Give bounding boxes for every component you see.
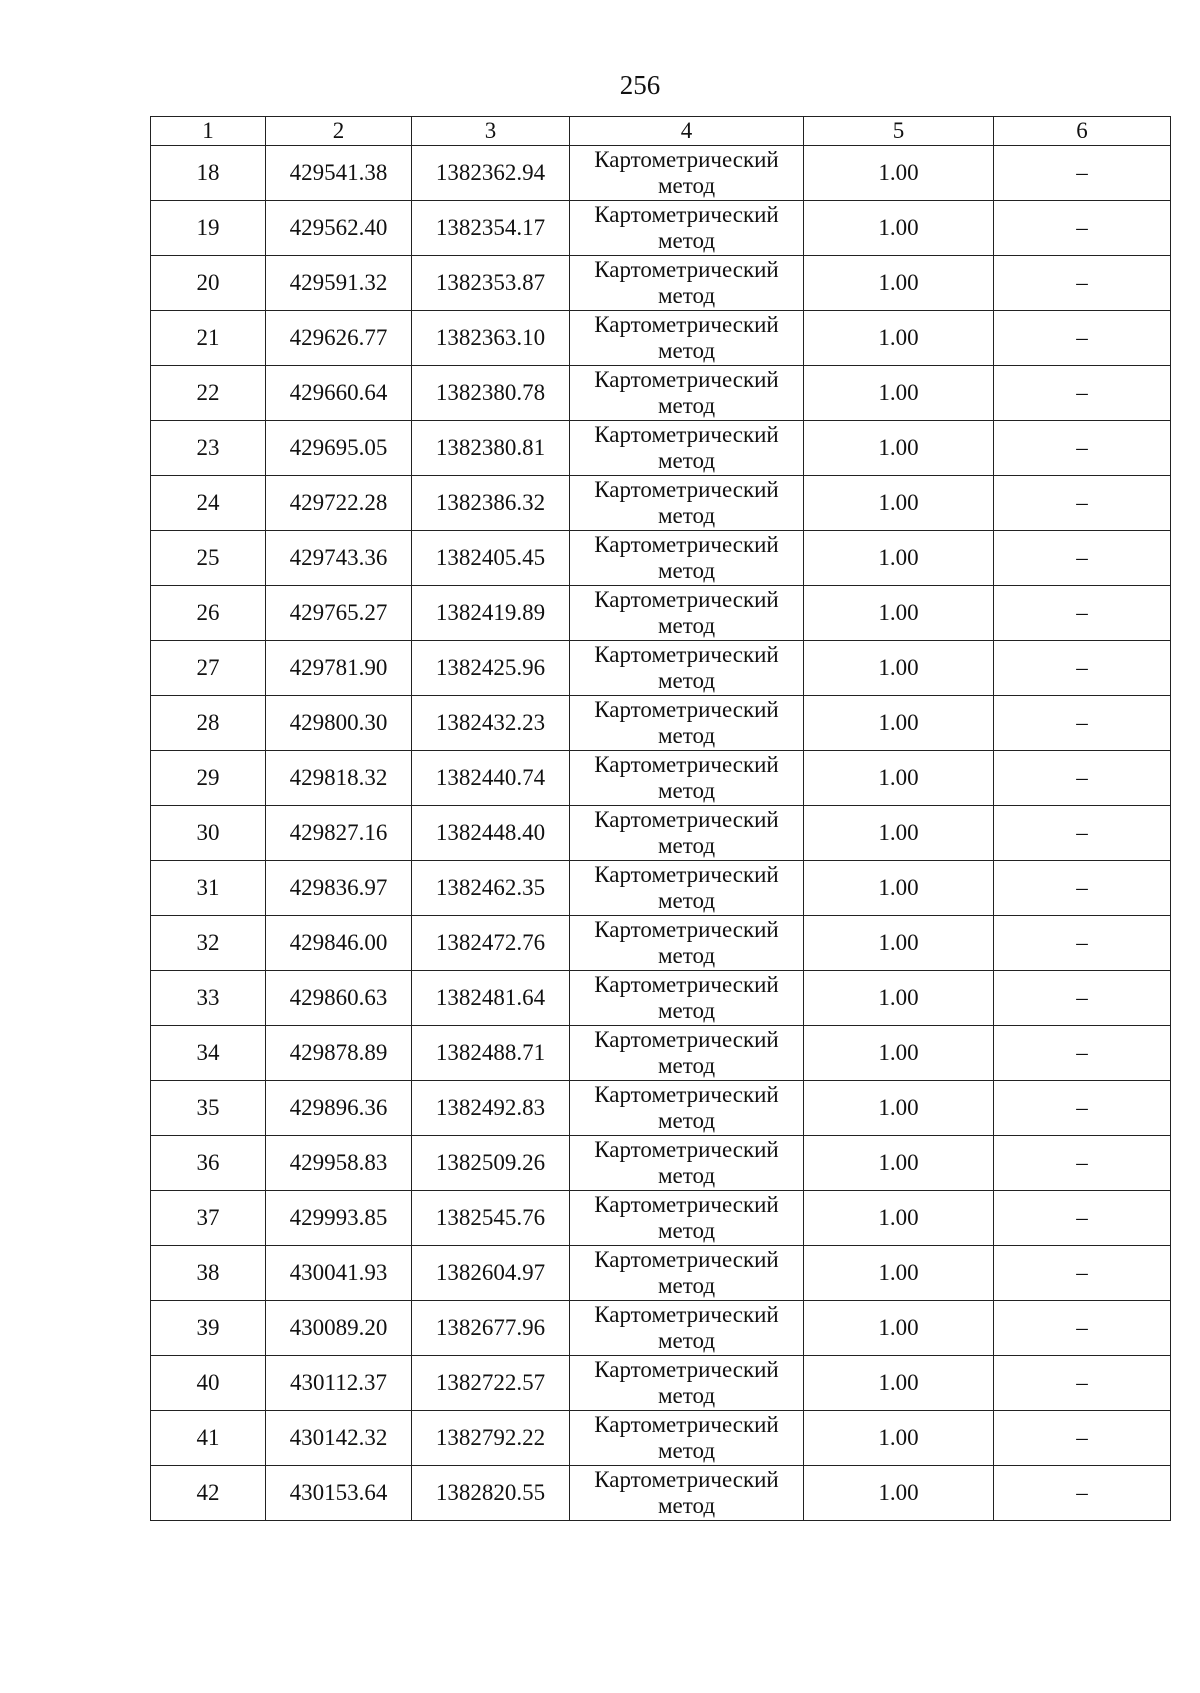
- y-coordinate-cell: 1382722.57: [412, 1356, 570, 1411]
- x-coordinate-cell: 429541.38: [266, 146, 412, 201]
- method-text: Картометрический: [594, 147, 779, 172]
- method-cell: [570, 366, 804, 421]
- accuracy-cell: 1.00: [804, 1466, 994, 1521]
- method-cell: [570, 1356, 804, 1411]
- table-row: [151, 531, 1171, 586]
- table-row: [151, 641, 1171, 696]
- y-coordinate-cell: 1382353.87: [412, 256, 570, 311]
- method-text: метод: [657, 503, 716, 528]
- x-coordinate-cell: 429878.89: [266, 1026, 412, 1081]
- method-cell: [570, 1081, 804, 1136]
- x-coordinate-cell: 429695.05: [266, 421, 412, 476]
- accuracy-cell: 1.00: [804, 1081, 994, 1136]
- point-number-cell: 34: [151, 1026, 266, 1081]
- y-coordinate-cell: 1382462.35: [412, 861, 570, 916]
- method-text: метод: [657, 558, 716, 583]
- accuracy-cell: 1.00: [804, 1136, 994, 1191]
- x-coordinate-cell: 429765.27: [266, 586, 412, 641]
- y-coordinate-cell: 1382419.89: [412, 586, 570, 641]
- table-row: [151, 861, 1171, 916]
- note-cell: –: [994, 1411, 1171, 1466]
- note-cell: –: [994, 916, 1171, 971]
- y-coordinate-cell: 1382363.10: [412, 311, 570, 366]
- method-text: метод: [657, 228, 716, 253]
- method-text: Картометрический: [594, 1357, 779, 1382]
- method-text: Картометрический: [594, 752, 779, 777]
- note-cell: –: [994, 641, 1171, 696]
- method-cell: [570, 531, 804, 586]
- method-text: Картометрический: [594, 1247, 779, 1272]
- point-number-cell: 29: [151, 751, 266, 806]
- table-row: [151, 476, 1171, 531]
- table-row: [151, 201, 1171, 256]
- y-coordinate-cell: 1382492.83: [412, 1081, 570, 1136]
- y-coordinate-cell: 1382792.22: [412, 1411, 570, 1466]
- note-cell: –: [994, 531, 1171, 586]
- method-text: Картометрический: [594, 807, 779, 832]
- point-number-cell: 39: [151, 1301, 266, 1356]
- method-text: Картометрический: [594, 202, 779, 227]
- table-row: [151, 1356, 1171, 1411]
- point-number-cell: 19: [151, 201, 266, 256]
- method-text: метод: [657, 1493, 716, 1518]
- x-coordinate-cell: 429781.90: [266, 641, 412, 696]
- point-number-cell: 33: [151, 971, 266, 1026]
- table-row: [151, 421, 1171, 476]
- method-text: метод: [657, 393, 716, 418]
- method-text: Картометрический: [594, 862, 779, 887]
- accuracy-cell: 1.00: [804, 586, 994, 641]
- method-text: Картометрический: [594, 312, 779, 337]
- method-text: Картометрический: [594, 257, 779, 282]
- method-text: метод: [657, 943, 716, 968]
- y-coordinate-cell: 1382432.23: [412, 696, 570, 751]
- table-row: [151, 311, 1171, 366]
- table-row: [151, 751, 1171, 806]
- table-row: [151, 916, 1171, 971]
- y-coordinate-cell: 1382386.32: [412, 476, 570, 531]
- page-number: 256: [619, 70, 661, 100]
- accuracy-cell: 1.00: [804, 696, 994, 751]
- x-coordinate-cell: 429958.83: [266, 1136, 412, 1191]
- point-number-cell: 22: [151, 366, 266, 421]
- note-cell: –: [994, 1026, 1171, 1081]
- method-text: Картометрический: [594, 1082, 779, 1107]
- y-coordinate-cell: 1382425.96: [412, 641, 570, 696]
- x-coordinate-cell: 430112.37: [266, 1356, 412, 1411]
- method-text: Картометрический: [594, 1192, 779, 1217]
- point-number-cell: 41: [151, 1411, 266, 1466]
- method-text: метод: [657, 723, 716, 748]
- y-coordinate-cell: 1382405.45: [412, 531, 570, 586]
- accuracy-cell: 1.00: [804, 476, 994, 531]
- method-text: метод: [657, 888, 716, 913]
- note-cell: –: [994, 201, 1171, 256]
- x-coordinate-cell: 429846.00: [266, 916, 412, 971]
- table-row: [151, 366, 1171, 421]
- method-cell: [570, 1301, 804, 1356]
- method-text: метод: [657, 1108, 716, 1133]
- method-cell: [570, 476, 804, 531]
- x-coordinate-cell: 429800.30: [266, 696, 412, 751]
- method-text: метод: [657, 1383, 716, 1408]
- table-row: [151, 1191, 1171, 1246]
- y-coordinate-cell: 1382448.40: [412, 806, 570, 861]
- method-text: метод: [657, 998, 716, 1023]
- accuracy-cell: 1.00: [804, 751, 994, 806]
- method-cell: [570, 311, 804, 366]
- table-row: [151, 586, 1171, 641]
- method-text: метод: [657, 778, 716, 803]
- accuracy-cell: 1.00: [804, 146, 994, 201]
- column-header-3: 3: [412, 117, 570, 146]
- y-coordinate-cell: 1382362.94: [412, 146, 570, 201]
- y-coordinate-cell: 1382488.71: [412, 1026, 570, 1081]
- method-text: Картометрический: [594, 1467, 779, 1492]
- x-coordinate-cell: 429626.77: [266, 311, 412, 366]
- accuracy-cell: 1.00: [804, 1026, 994, 1081]
- note-cell: –: [994, 256, 1171, 311]
- method-text: метод: [657, 1273, 716, 1298]
- method-cell: [570, 1026, 804, 1081]
- point-number-cell: 38: [151, 1246, 266, 1301]
- accuracy-cell: 1.00: [804, 806, 994, 861]
- note-cell: –: [994, 1356, 1171, 1411]
- method-text: Картометрический: [594, 367, 779, 392]
- table-row: [151, 1026, 1171, 1081]
- table-row: [151, 1246, 1171, 1301]
- method-cell: [570, 696, 804, 751]
- note-cell: –: [994, 1246, 1171, 1301]
- method-cell: [570, 861, 804, 916]
- point-number-cell: 18: [151, 146, 266, 201]
- column-header-4: 4: [570, 117, 804, 146]
- column-header-6: 6: [994, 117, 1171, 146]
- accuracy-cell: 1.00: [804, 256, 994, 311]
- table-row: [151, 696, 1171, 751]
- method-text: метод: [657, 1328, 716, 1353]
- x-coordinate-cell: 429743.36: [266, 531, 412, 586]
- note-cell: –: [994, 1191, 1171, 1246]
- point-number-cell: 42: [151, 1466, 266, 1521]
- accuracy-cell: 1.00: [804, 311, 994, 366]
- table-row: [151, 971, 1171, 1026]
- x-coordinate-cell: 429896.36: [266, 1081, 412, 1136]
- method-text: метод: [657, 448, 716, 473]
- x-coordinate-cell: 429818.32: [266, 751, 412, 806]
- method-cell: [570, 586, 804, 641]
- note-cell: –: [994, 971, 1171, 1026]
- table-row: [151, 1466, 1171, 1521]
- y-coordinate-cell: 1382820.55: [412, 1466, 570, 1521]
- method-text: Картометрический: [594, 917, 779, 942]
- x-coordinate-cell: 429591.32: [266, 256, 412, 311]
- method-cell: [570, 641, 804, 696]
- column-header-2: 2: [266, 117, 412, 146]
- column-header-1: 1: [151, 117, 266, 146]
- y-coordinate-cell: 1382380.81: [412, 421, 570, 476]
- method-cell: [570, 1136, 804, 1191]
- method-text: метод: [657, 613, 716, 638]
- method-text: метод: [657, 833, 716, 858]
- table-row: [151, 806, 1171, 861]
- note-cell: –: [994, 1136, 1171, 1191]
- point-number-cell: 26: [151, 586, 266, 641]
- method-cell: [570, 806, 804, 861]
- x-coordinate-cell: 429827.16: [266, 806, 412, 861]
- point-number-cell: 27: [151, 641, 266, 696]
- method-text: Картометрический: [594, 1412, 779, 1437]
- y-coordinate-cell: 1382604.97: [412, 1246, 570, 1301]
- point-number-cell: 35: [151, 1081, 266, 1136]
- x-coordinate-cell: 429722.28: [266, 476, 412, 531]
- accuracy-cell: 1.00: [804, 201, 994, 256]
- accuracy-cell: 1.00: [804, 1411, 994, 1466]
- method-cell: [570, 1191, 804, 1246]
- table-row: [151, 1301, 1171, 1356]
- point-number-cell: 28: [151, 696, 266, 751]
- method-cell: [570, 256, 804, 311]
- table-row: [151, 146, 1171, 201]
- method-text: Картометрический: [594, 422, 779, 447]
- point-number-cell: 23: [151, 421, 266, 476]
- note-cell: –: [994, 476, 1171, 531]
- point-number-cell: 30: [151, 806, 266, 861]
- note-cell: –: [994, 1466, 1171, 1521]
- accuracy-cell: 1.00: [804, 971, 994, 1026]
- table-row: [151, 1136, 1171, 1191]
- x-coordinate-cell: 429660.64: [266, 366, 412, 421]
- x-coordinate-cell: 429836.97: [266, 861, 412, 916]
- accuracy-cell: 1.00: [804, 1301, 994, 1356]
- method-text: Картометрический: [594, 642, 779, 667]
- x-coordinate-cell: 429562.40: [266, 201, 412, 256]
- point-number-cell: 21: [151, 311, 266, 366]
- point-number-cell: 24: [151, 476, 266, 531]
- x-coordinate-cell: 430089.20: [266, 1301, 412, 1356]
- method-text: Картометрический: [594, 1302, 779, 1327]
- table-row: [151, 1411, 1171, 1466]
- accuracy-cell: 1.00: [804, 916, 994, 971]
- accuracy-cell: 1.00: [804, 421, 994, 476]
- method-text: Картометрический: [594, 697, 779, 722]
- y-coordinate-cell: 1382380.78: [412, 366, 570, 421]
- point-number-cell: 37: [151, 1191, 266, 1246]
- note-cell: –: [994, 311, 1171, 366]
- x-coordinate-cell: 429993.85: [266, 1191, 412, 1246]
- accuracy-cell: 1.00: [804, 861, 994, 916]
- method-text: Картометрический: [594, 1137, 779, 1162]
- method-text: Картометрический: [594, 587, 779, 612]
- x-coordinate-cell: 430142.32: [266, 1411, 412, 1466]
- point-number-cell: 40: [151, 1356, 266, 1411]
- column-header-5: 5: [804, 117, 994, 146]
- method-cell: [570, 146, 804, 201]
- note-cell: –: [994, 1081, 1171, 1136]
- method-text: Картометрический: [594, 972, 779, 997]
- y-coordinate-cell: 1382545.76: [412, 1191, 570, 1246]
- method-text: Картометрический: [594, 1027, 779, 1052]
- method-cell: [570, 201, 804, 256]
- method-text: метод: [657, 1053, 716, 1078]
- method-text: метод: [657, 1163, 716, 1188]
- point-number-cell: 31: [151, 861, 266, 916]
- point-number-cell: 36: [151, 1136, 266, 1191]
- header-row: [151, 117, 1171, 146]
- method-text: метод: [657, 338, 716, 363]
- method-text: Картометрический: [594, 532, 779, 557]
- point-number-cell: 20: [151, 256, 266, 311]
- accuracy-cell: 1.00: [804, 366, 994, 421]
- accuracy-cell: 1.00: [804, 531, 994, 586]
- method-text: метод: [657, 1218, 716, 1243]
- note-cell: –: [994, 806, 1171, 861]
- note-cell: –: [994, 751, 1171, 806]
- method-cell: [570, 1466, 804, 1521]
- point-number-cell: 32: [151, 916, 266, 971]
- point-number-cell: 25: [151, 531, 266, 586]
- table-row: [151, 1081, 1171, 1136]
- note-cell: –: [994, 586, 1171, 641]
- note-cell: –: [994, 861, 1171, 916]
- y-coordinate-cell: 1382472.76: [412, 916, 570, 971]
- method-cell: [570, 971, 804, 1026]
- note-cell: –: [994, 1301, 1171, 1356]
- coordinates-table: [150, 116, 1171, 1521]
- note-cell: –: [994, 366, 1171, 421]
- method-text: метод: [657, 283, 716, 308]
- y-coordinate-cell: 1382481.64: [412, 971, 570, 1026]
- table-row: [151, 256, 1171, 311]
- method-cell: [570, 751, 804, 806]
- note-cell: –: [994, 146, 1171, 201]
- accuracy-cell: 1.00: [804, 1191, 994, 1246]
- y-coordinate-cell: 1382509.26: [412, 1136, 570, 1191]
- y-coordinate-cell: 1382354.17: [412, 201, 570, 256]
- x-coordinate-cell: 430153.64: [266, 1466, 412, 1521]
- accuracy-cell: 1.00: [804, 1356, 994, 1411]
- method-cell: [570, 1411, 804, 1466]
- method-text: Картометрический: [594, 477, 779, 502]
- method-cell: [570, 916, 804, 971]
- y-coordinate-cell: 1382677.96: [412, 1301, 570, 1356]
- x-coordinate-cell: 429860.63: [266, 971, 412, 1026]
- method-cell: [570, 421, 804, 476]
- note-cell: –: [994, 421, 1171, 476]
- accuracy-cell: 1.00: [804, 641, 994, 696]
- method-text: метод: [657, 173, 716, 198]
- method-text: метод: [657, 668, 716, 693]
- x-coordinate-cell: 430041.93: [266, 1246, 412, 1301]
- method-cell: [570, 1246, 804, 1301]
- accuracy-cell: 1.00: [804, 1246, 994, 1301]
- method-text: метод: [657, 1438, 716, 1463]
- note-cell: –: [994, 696, 1171, 751]
- y-coordinate-cell: 1382440.74: [412, 751, 570, 806]
